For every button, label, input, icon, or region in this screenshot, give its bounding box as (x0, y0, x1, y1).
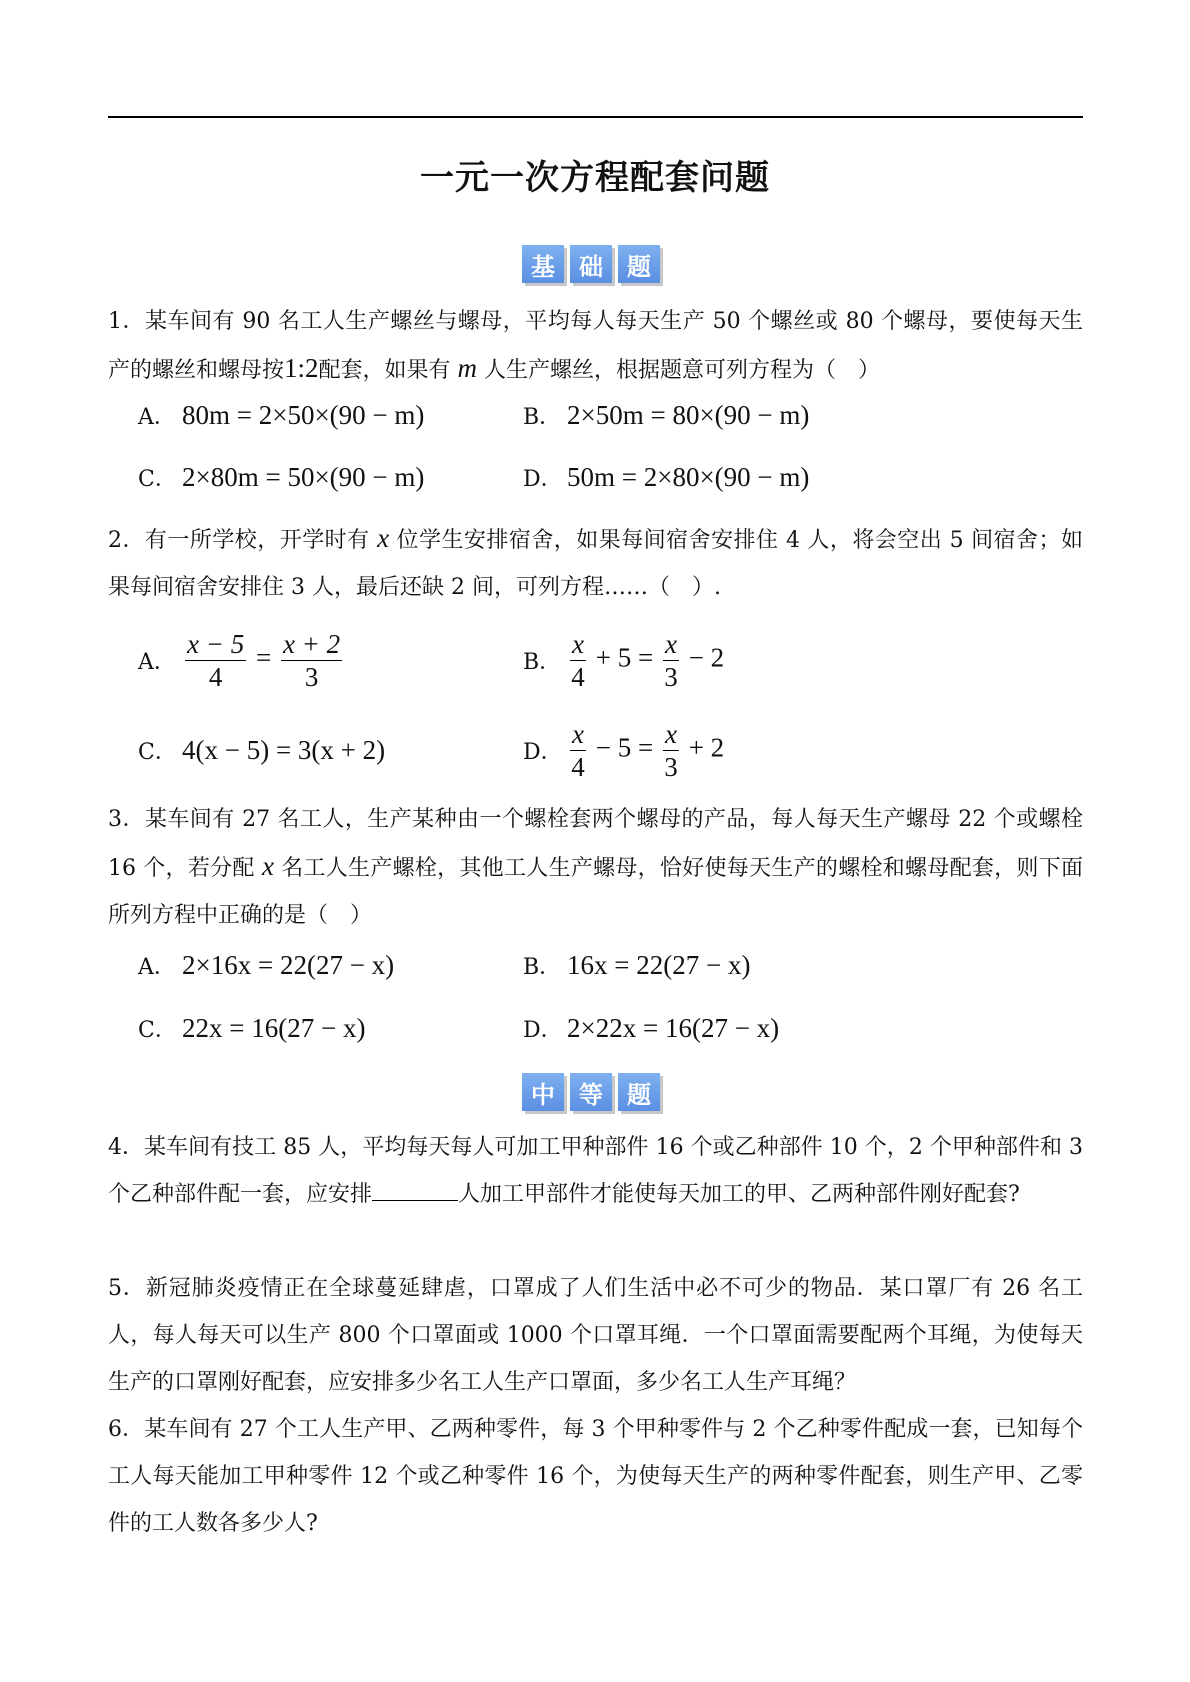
denominator: 4 (208, 662, 223, 692)
question-text: 3．某车间有 27 名工人，生产某种由一个螺栓套两个螺母的产品，每人每天生产螺母 22 个或螺栓 16 个，若分配 (108, 807, 1083, 881)
variable: x (261, 851, 274, 881)
denominator: 4 (571, 662, 585, 692)
options-row (138, 462, 1038, 493)
numerator: x − 5 (187, 629, 245, 659)
question-text: 人生产螺丝，根据题意可列方程为（ ） (484, 358, 881, 383)
operator: − 2 (688, 642, 725, 673)
option-expr: 2×50m = 80×(90 − m) (567, 400, 810, 430)
section-char: 题 (618, 245, 660, 283)
option-d[interactable]: D． 2×22x = 16(27 − x) (523, 1013, 780, 1043)
option-expr: 2×22x = 16(27 − x) (567, 1013, 780, 1043)
numerator: x (664, 629, 677, 659)
question-text: 人加工甲部件才能使每天加工的甲、乙两种部件刚好配套? (458, 1182, 1020, 1207)
question-1 (108, 298, 1083, 394)
question-3 (108, 796, 1083, 939)
denominator: 4 (571, 752, 585, 782)
numerator: x + 2 (282, 629, 341, 659)
operator: + 5 = (595, 642, 654, 673)
section-char: 基 (522, 245, 564, 283)
option-a[interactable]: A． 2×16x = 22(27 − x) (138, 950, 395, 980)
option-d[interactable]: D． 50m = 2×80×(90 − m) (523, 462, 810, 492)
option-expr: 2×80m = 50×(90 − m) (182, 462, 425, 492)
operator: − 5 = (595, 732, 654, 763)
section-char: 题 (618, 1073, 660, 1111)
option-expr: 22x = 16(27 − x) (182, 1013, 366, 1043)
numerator: x (664, 719, 677, 749)
options-row (138, 400, 1038, 431)
page-title: 一元一次方程配套问题 (420, 158, 770, 198)
option-b[interactable]: B． 16x = 22(27 − x) (523, 950, 751, 980)
option-a[interactable]: A． $\frac{x - 5}{4}$ = $\frac{x + 2}{3}$ (138, 629, 341, 692)
question-text: 位学生安排宿舍，如果每间宿舍安排住 4 人，将会空出 5 间宿舍；如果每间宿舍安排住 3 人，最后还缺 2 间，可列方程……（ ）. (108, 528, 1083, 600)
options-row (138, 718, 1038, 783)
option-c[interactable]: C． 2×80m = 50×(90 − m) (138, 462, 425, 492)
section-char: 中 (522, 1073, 564, 1111)
header-rule (108, 116, 1083, 118)
options-row (138, 950, 1038, 981)
option-expr: 80m = 2×50×(90 − m) (182, 400, 425, 430)
operator: + 2 (688, 732, 725, 763)
question-text: 名工人生产螺栓，其他工人生产螺母，恰好使每天生产的螺栓和螺母配套，则下面所列方程中正确的是（ ） (108, 856, 1083, 928)
answer-blank[interactable] (372, 1180, 458, 1201)
option-b[interactable]: B． $\frac{x}{4}$ + 5 = $\frac{x}{3}$ − 2 (523, 629, 725, 692)
numerator: x (572, 719, 584, 749)
section-badge-basic (522, 245, 660, 283)
question-text: 1．某车间有 90 名工人生产螺丝与螺母，平均每人每天生产 50 个螺丝或 80 个螺母，要使每天生产的螺丝和螺母按 (108, 309, 1083, 383)
denominator: 3 (664, 662, 678, 692)
option-expr: 50m = 2×80×(90 − m) (567, 462, 810, 492)
question-2 (108, 515, 1083, 611)
variable: x (377, 523, 390, 553)
option-b[interactable]: B． 2×50m = 80×(90 − m) (523, 400, 810, 430)
question-5: 5．新冠肺炎疫情正在全球蔓延肆虐，口罩成了人们生活中必不可少的物品．某口罩厂有 26 名工人，每人每天可以生产 800 个口罩面或 1000 个口罩耳绳．一个口罩面需要配两个耳绳，为使每天生产的口罩刚好配套，应安排多少名工人生产口罩面，多少名工人生产耳绳？ (108, 1276, 1083, 1395)
option-a[interactable]: A． 80m = 2×50×(90 − m) (138, 400, 425, 430)
options-row (138, 1013, 1038, 1044)
question-4 (108, 1124, 1083, 1218)
denominator: 3 (664, 752, 678, 782)
option-expr: 16x = 22(27 − x) (567, 950, 751, 980)
option-expr: 4(x − 5) = 3(x + 2) (182, 735, 386, 765)
denominator: 3 (304, 662, 319, 692)
section-badge-medium (522, 1073, 660, 1111)
question-text: 配套，如果有 (318, 358, 451, 383)
section-char: 等 (570, 1073, 612, 1111)
ratio: 1:2 (284, 353, 319, 383)
variable: m (457, 353, 478, 383)
option-c[interactable]: C． 4(x − 5) = 3(x + 2) (138, 735, 386, 765)
options-row (138, 628, 1038, 693)
option-c[interactable]: C． 22x = 16(27 − x) (138, 1013, 366, 1043)
question-6: 6．某车间有 27 个工人生产甲、乙两种零件，每 3 个甲种零件与 2 个乙种零件配成一套，已知每个工人每天能加工甲种零件 12 个或乙种零件 16 个，为使每天生产的两种零件配套，则生产甲、乙零件的工人数各多少人? (108, 1417, 1083, 1536)
option-d[interactable]: D． $\frac{x}{4}$ − 5 = $\frac{x}{3}$ + 2 (523, 719, 725, 782)
question-text: 2．有一所学校，开学时有 (108, 528, 370, 553)
option-expr: 2×16x = 22(27 − x) (182, 950, 395, 980)
numerator: x (572, 629, 584, 659)
operator: = (255, 642, 272, 673)
question-text: 4．某车间有技工 85 人，平均每天每人可加工甲种部件 16 个或乙种部件 10 个，2 个甲种部件和 3 个乙种部件配一套，应安排 (108, 1135, 1083, 1207)
section-char: 础 (570, 245, 612, 283)
